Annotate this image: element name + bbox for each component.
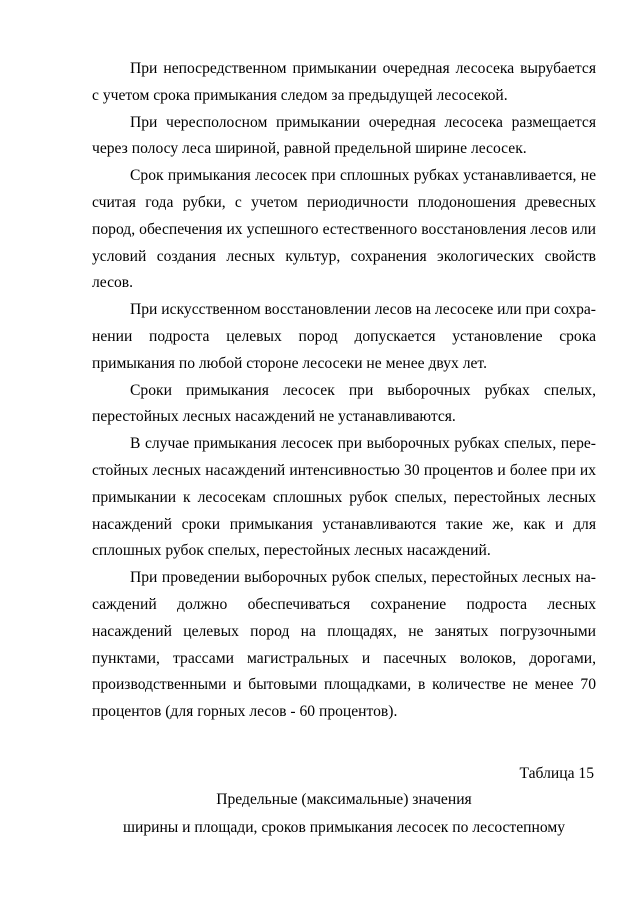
table-number-caption: Таблица 15 [519,765,594,782]
paragraph-selective-intensity: В случае примыкания лесосек при выборочных рубках спелых, перестойных лесных насаждений интенсивностью 30 процентов и более при их примыкании к лесосекам сплошных рубок спелых, перестойных лесных насаждений сроки примыкания устанавливаются такие же, как и для сплошных рубок спелых, перестойных лесных насаждений. [92,435,596,560]
table-title-line-1: Предельные (максимальные) значения [216,791,472,808]
body-text [92,56,596,726]
table-title-line-2: ширины и площади, сроков примыкания лесосек по лесостепному [122,819,566,836]
paragraph-direct-adjacency: При непосредственном примыкании очередная лесосека вырубается с учетом срока примыкания следом за предыдущей лесосекой. [92,60,596,104]
paragraph-artificial-restoration: При искусственном восстановлении лесов на лесосеке или при сохранении подроста целевых пород допускается установление срока примыкания по любой стороне лесосеки не менее двух лет. [92,301,596,372]
paragraph-alternating-adjacency: При чересполосном примыкании очередная лесосека размещается через полосу леса шириной, равной предельной ширине лесосек. [92,113,596,158]
paragraph-undergrowth-preservation: При проведении выборочных рубок спелых, перестойных лесных насаждений должно обеспечиваться сохранение подроста лесных насаждений целевых пород на площадях, не занятых погрузочными пунктами, трассами магистральных и пасечных волоков, дорогами, производственными и бытовыми площадками, в количестве не менее 70 процентов (для горных лесов - 60 процентов). [92,569,596,721]
paragraph-clearcut-adjacency-term: Срок примыкания лесосек при сплошных рубках устанавливается, не считая года рубки, с учетом периодичности плодоношения древесных пород, обеспечения их успешного естественного восстановления лесов или условий создания лесных культур, сохранения экологических свойств лесов. [92,167,596,292]
paragraph-selective-no-terms: Сроки примыкания лесосек при выборочных рубках спелых, перестойных лесных насаждений не устанавливаются. [92,381,596,426]
